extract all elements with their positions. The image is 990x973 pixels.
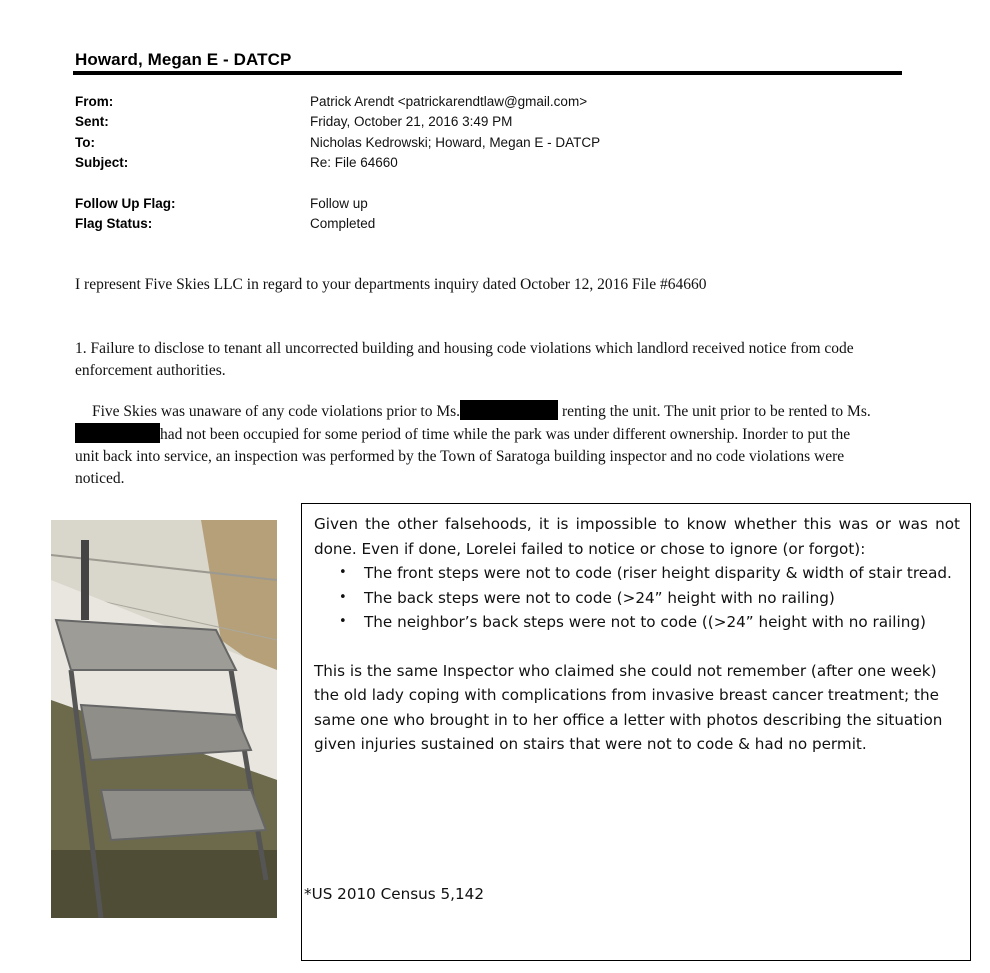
intro-line: I represent Five Skies LLC in regard to your departments inquiry dated October 12, 2016 File #64660 [75,276,707,293]
callout-bullet-list [314,561,960,635]
callout-paragraph: This is the same Inspector who claimed she could not remember (after one week) the old lady coping with complications from invasive breast cancer treatment; the same one who brought in to her office a letter with photos describing the situation given injuries sustained on stairs that were not to code & had no permit. [314,661,943,753]
redacted-name [75,423,160,443]
paragraph-part-c: had not been occupied for some period of time while the park was under different ownership. Inorder to put the unit back into service, an inspection was performed by the Town of Saratoga building inspector and no code violations were noticed. [75,426,851,487]
subject-label: Subject: [75,155,129,170]
flag-status-value: Completed [310,216,376,231]
title-divider [73,71,902,75]
flag-status-label: Flag Status: [75,216,153,231]
callout-intro: Given the other falsehoods, it is impossible to know whether this was or was not done. Even if done, Lorelei failed to notice or chose to ignore (or forgot): [314,515,960,558]
annotation-callout [301,503,971,961]
paragraph-part-b: renting the unit. The unit prior to be rented to Ms. [561,403,871,420]
item-1: 1. Failure to disclose to tenant all uncorrected building and housing code violations which landlord received notice from code enforcement authorities. [75,340,854,379]
from-label: From: [75,94,114,109]
bullet-front-steps: • The front steps were not to code (riser height disparity & width of stair tread. [314,561,960,586]
follow-up-flag-label: Follow Up Flag: [75,196,176,211]
metal-stairs-photo [51,520,277,918]
bullet-back-steps: • The back steps were not to code (>24” height with no railing) [314,586,960,611]
subject-value: Re: File 64660 [310,155,398,170]
response-paragraph [75,400,875,490]
stairs-illustration [51,520,277,918]
follow-up-flag-value: Follow up [310,196,368,211]
sent-value: Friday, October 21, 2016 3:49 PM [310,114,513,129]
paragraph-part-a: Five Skies was unaware of any code violations prior to Ms. [92,403,461,420]
bullet-neighbor-steps: • The neighbor’s back steps were not to code ((>24” height with no railing) [314,610,960,635]
sent-label: Sent: [75,114,109,129]
from-value: Patrick Arendt <patrickarendtlaw@gmail.com> [310,94,588,109]
callout-footnote: *US 2010 Census 5,142 [304,885,484,903]
redacted-name [460,400,558,420]
to-value: Nicholas Kedrowski; Howard, Megan E - DATCP [310,135,601,150]
to-label: To: [75,135,95,150]
document-title: Howard, Megan E - DATCP [75,50,292,69]
